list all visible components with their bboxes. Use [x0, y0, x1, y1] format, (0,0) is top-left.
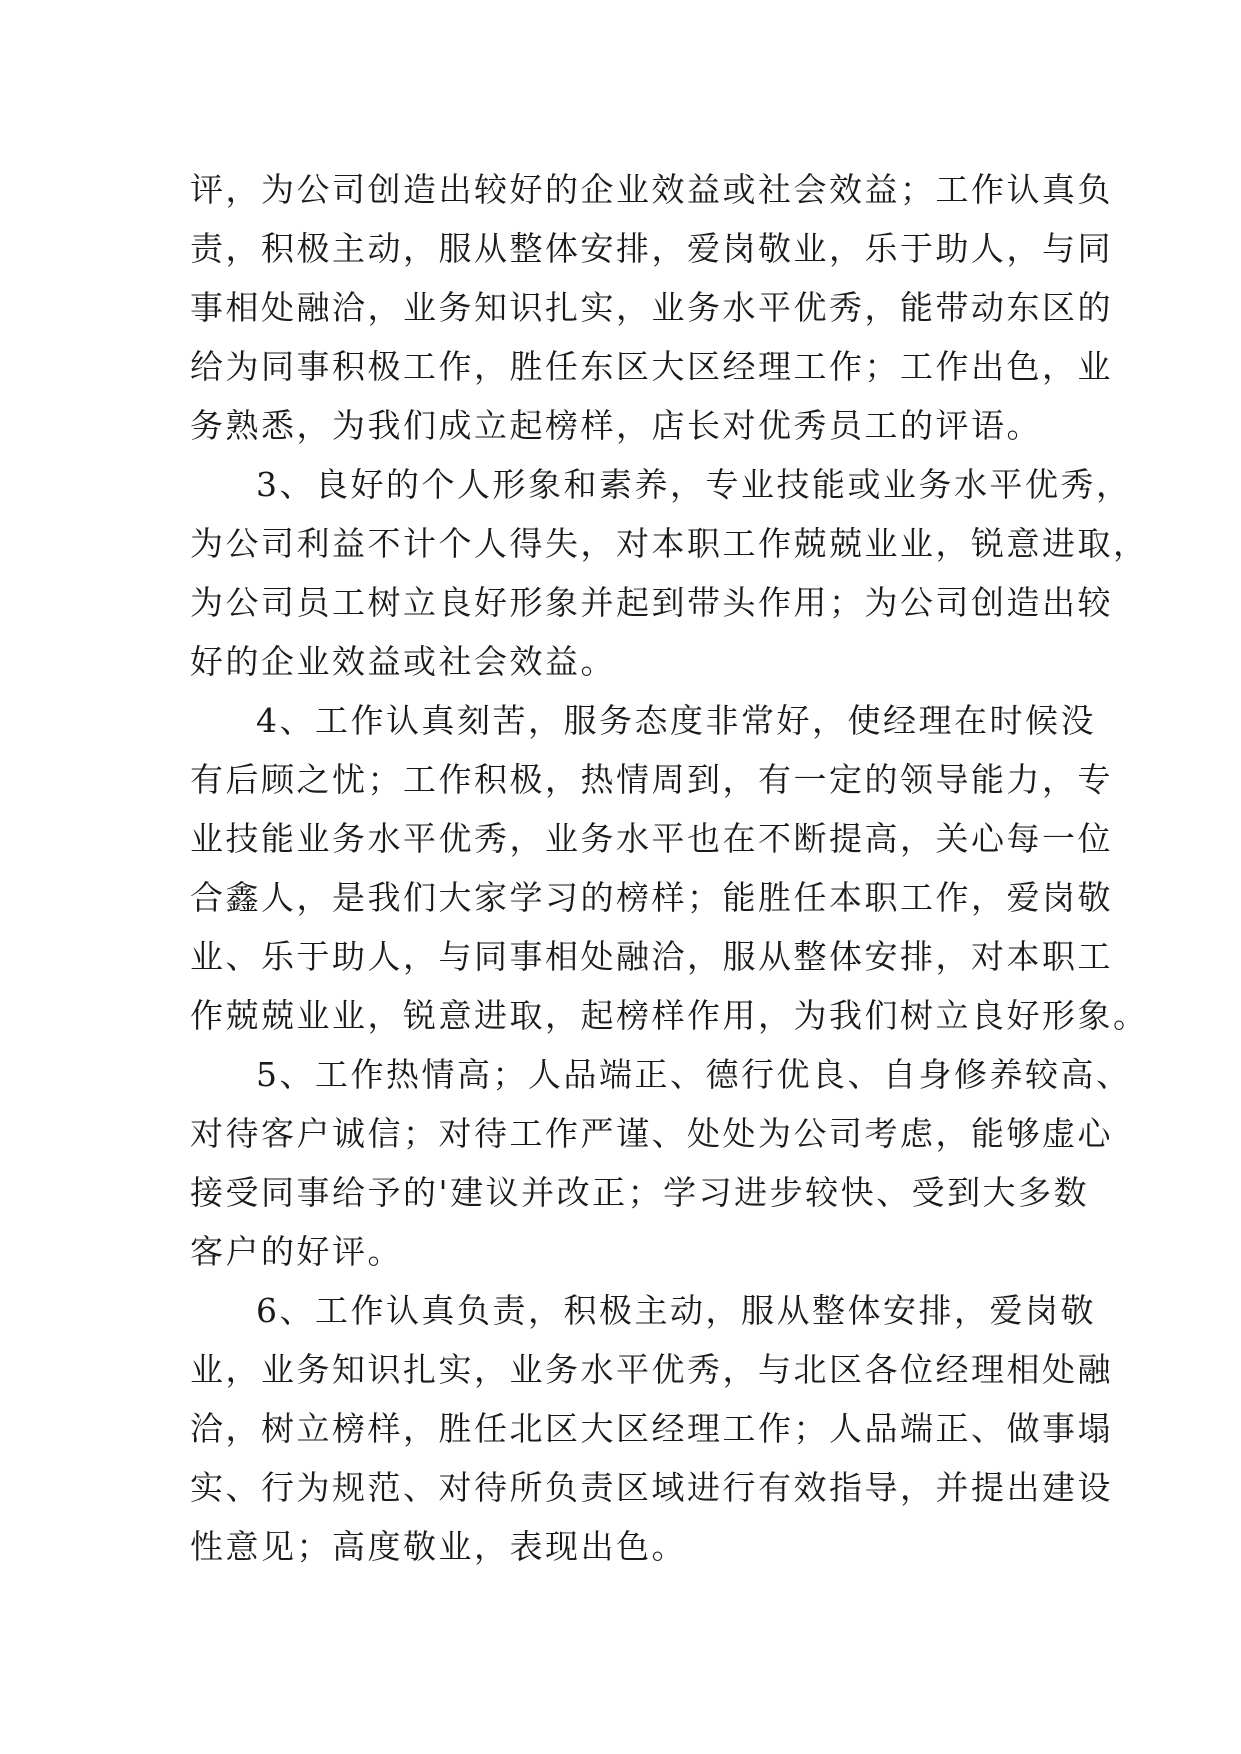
text-line: 给为同事积极工作，胜任东区大区经理工作；工作出色，业 [190, 347, 1113, 386]
text-line: 评，为公司创造出较好的企业效益或社会效益；工作认真负 [190, 170, 1113, 209]
text-line: 好的企业效益或社会效益。 [190, 642, 616, 681]
text-line: 合鑫人，是我们大家学习的榜样；能胜任本职工作，爱岗敬 [190, 878, 1113, 917]
paragraph-4-first-line: 4、工作认真刻苦，服务态度非常好，使经理在时候没 [256, 701, 1096, 740]
text-line: 业，业务知识扎实，业务水平优秀，与北区各位经理相处融 [190, 1350, 1113, 1389]
text-line: 作兢兢业业，锐意进取，起榜样作用，为我们树立良好形象。 [190, 996, 1149, 1035]
text-line: 事相处融洽，业务知识扎实，业务水平优秀，能带动东区的 [190, 288, 1113, 327]
text-line: 洽，树立榜样，胜任北区大区经理工作；人品端正、做事塌 [190, 1409, 1113, 1448]
text-line: 客户的好评。 [190, 1232, 403, 1271]
body-text [190, 160, 1149, 1576]
text-line: 务熟悉，为我们成立起榜样，店长对优秀员工的评语。 [190, 406, 1042, 445]
paragraph-3-first-line: 3、良好的个人形象和素养，专业技能或业务水平优秀， [256, 465, 1132, 504]
text-line: 接受同事给予的'建议并改正；学习进步较快、受到大多数 [190, 1173, 1090, 1212]
text-line: 性意见；高度敬业，表现出色。 [190, 1527, 687, 1566]
paragraph-6-first-line: 6、工作认真负责，积极主动，服从整体安排，爱岗敬 [256, 1291, 1096, 1330]
text-line: 为公司员工树立良好形象并起到带头作用；为公司创造出较 [190, 583, 1113, 622]
paragraph-5-first-line: 5、工作热情高；人品端正、德行优良、自身修养较高、 [256, 1055, 1132, 1094]
text-line: 对待客户诚信；对待工作严谨、处处为公司考虑，能够虚心 [190, 1114, 1113, 1153]
text-line: 业技能业务水平优秀，业务水平也在不断提高，关心每一位 [190, 819, 1113, 858]
text-line: 为公司利益不计个人得失，对本职工作兢兢业业，锐意进取， [190, 524, 1149, 563]
text-line: 实、行为规范、对待所负责区域进行有效指导，并提出建设 [190, 1468, 1113, 1507]
text-line: 有后顾之忧；工作积极，热情周到，有一定的领导能力，专 [190, 760, 1113, 799]
text-line: 业、乐于助人，与同事相处融洽，服从整体安排，对本职工 [190, 937, 1113, 976]
text-line: 责，积极主动，服从整体安排，爱岗敬业，乐于助人，与同 [190, 229, 1113, 268]
